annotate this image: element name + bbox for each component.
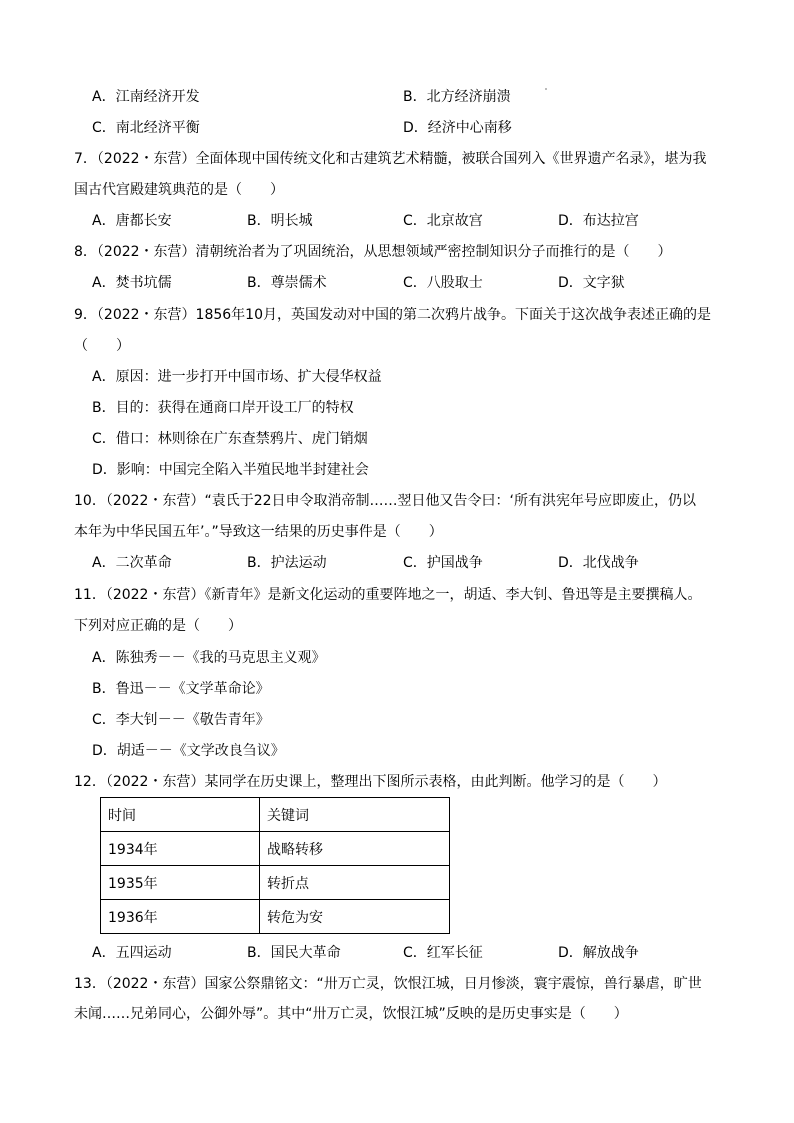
q12-stem-line1: 12．（2022・东营）某同学在历史课上，整理出下图所示表格，由此判断。他学习的是（ ） bbox=[74, 774, 667, 790]
q7-option-d: D．布达拉宫 bbox=[558, 213, 639, 229]
table-header-row bbox=[101, 798, 450, 832]
q9-option-c: C．借口：林则徐在广东查禁鸦片、虎门销烟 bbox=[92, 431, 368, 447]
scan-speck bbox=[545, 88, 547, 90]
q7-option-c: C．北京故宫 bbox=[403, 213, 483, 229]
table-cell-keyword: 转危为安 bbox=[260, 900, 450, 934]
q7-stem-line2: 国古代宫殿建筑典范的是（ ） bbox=[74, 182, 284, 198]
table-row bbox=[101, 866, 450, 900]
q10-stem-line1: 10．（2022・东营）“袁氏于22日申令取消帝制……翌日他又告令曰：‘所有洪宪年号应即废止，仍以 bbox=[74, 493, 696, 509]
q10-stem-line2: 本年为中华民国五年’。”导致这一结果的历史事件是（ ） bbox=[74, 524, 443, 540]
q10-option-d: D．北伐战争 bbox=[558, 555, 639, 571]
q6-option-d: D．经济中心南移 bbox=[403, 120, 512, 136]
table-row bbox=[101, 900, 450, 934]
q9-stem-line1: 9．（2022・东营）1856年10月，英国发动对中国的第二次鸦片战争。下面关于这次战争表述正确的是 bbox=[74, 307, 711, 323]
q7-option-a: A．唐都长安 bbox=[92, 213, 172, 229]
q12-table bbox=[100, 797, 450, 934]
q8-option-a: A．焚书坑儒 bbox=[92, 275, 172, 291]
table-header-keyword: 关键词 bbox=[260, 798, 450, 832]
q10-option-c: C．护国战争 bbox=[403, 555, 483, 571]
q9-option-a: A．原因：进一步打开中国市场、扩大侵华权益 bbox=[92, 369, 382, 385]
q13-stem-line2: 未闻……兄弟同心，公御外辱”。其中“卅万亡灵，饮恨江城”反映的是历史事实是（ ） bbox=[74, 1006, 628, 1022]
table-cell-year: 1936年 bbox=[101, 900, 260, 934]
q10-option-b: B．护法运动 bbox=[247, 555, 327, 571]
q11-option-c: C．李大钊－－《敬告青年》 bbox=[92, 712, 270, 728]
q8-option-b: B．尊崇儒术 bbox=[247, 275, 327, 291]
q9-option-d: D．影响：中国完全陷入半殖民地半封建社会 bbox=[92, 462, 369, 478]
table-cell-year: 1935年 bbox=[101, 866, 260, 900]
q7-option-b: B．明长城 bbox=[247, 213, 313, 229]
q9-option-b: B．目的：获得在通商口岸开设工厂的特权 bbox=[92, 400, 354, 416]
q6-option-b: B．北方经济崩溃 bbox=[403, 89, 511, 105]
q8-stem-line1: 8．（2022・东营）清朝统治者为了巩固统治，从思想领域严密控制知识分子而推行的是（ ） bbox=[74, 244, 672, 260]
q12-option-b: B．国民大革命 bbox=[247, 945, 341, 961]
q11-option-b: B．鲁迅－－《文学革命论》 bbox=[92, 681, 270, 697]
table-cell-keyword: 转折点 bbox=[260, 866, 450, 900]
table-row bbox=[101, 832, 450, 866]
q11-stem-line1: 11．（2022・东营）《新青年》是新文化运动的重要阵地之一，胡适、李大钊、鲁迅等是主要撰稿人。 bbox=[74, 587, 702, 603]
q11-option-d: D．胡适－－《文学改良刍议》 bbox=[92, 743, 285, 759]
q6-option-c: C．南北经济平衡 bbox=[92, 120, 200, 136]
q11-stem-line2: 下列对应正确的是（ ） bbox=[74, 618, 242, 634]
q12-option-d: D．解放战争 bbox=[558, 945, 639, 961]
q13-stem-line1: 13．（2022・东营）国家公祭鼎铭文：“卅万亡灵，饮恨江城，日月惨淡，寰宇震惊，兽行暴虐，旷世 bbox=[74, 976, 702, 992]
table-header-time: 时间 bbox=[101, 798, 260, 832]
q7-stem-line1: 7．（2022・东营）全面体现中国传统文化和古建筑艺术精髓，被联合国列入《世界遗产名录》，堪为我 bbox=[74, 151, 707, 167]
q6-option-a: A．江南经济开发 bbox=[92, 89, 200, 105]
table-cell-keyword: 战略转移 bbox=[260, 832, 450, 866]
q8-option-c: C．八股取士 bbox=[403, 275, 483, 291]
q10-option-a: A．二次革命 bbox=[92, 555, 172, 571]
table-cell-year: 1934年 bbox=[101, 832, 260, 866]
q11-option-a: A．陈独秀－－《我的马克思主义观》 bbox=[92, 650, 326, 666]
q12-option-a: A．五四运动 bbox=[92, 945, 172, 961]
q9-stem-line2: （ ） bbox=[74, 338, 130, 354]
q12-option-c: C．红军长征 bbox=[403, 945, 483, 961]
q8-option-d: D．文字狱 bbox=[558, 275, 625, 291]
